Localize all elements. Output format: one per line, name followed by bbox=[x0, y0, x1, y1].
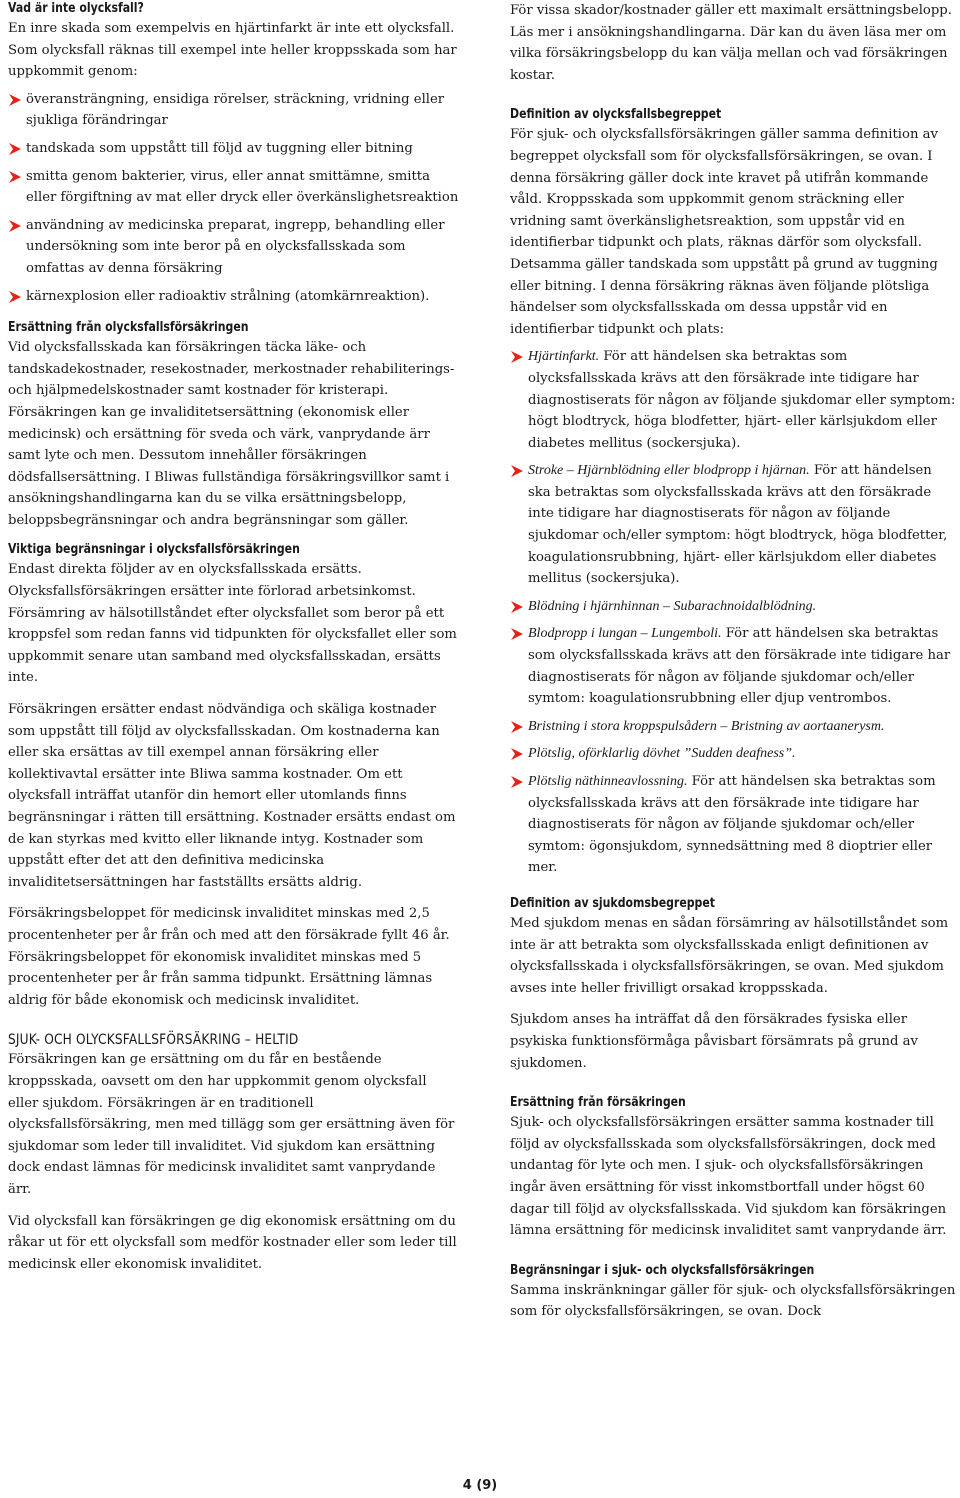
chevron-right-icon bbox=[510, 465, 524, 477]
paragraph-limitations-3: Försäkringsbeloppet för medicinsk invaliditet minskas med 2,5 procentenheter per år från och med att den försäkrade fyllt 46 år. Försäkringsbeloppet för ekonomisk invaliditet minskas med 5 procentenheter per år från samma tidpunkt. Ersättning lämnas aldrig för både ekonomisk och medicinsk invaliditet. bbox=[8, 906, 450, 1008]
list-item-term: Blödning i hjärnhinnan – Subarachnoidalblödning. bbox=[528, 598, 817, 614]
list-item-text: För att händelsen ska betraktas som olycksfallsskada krävs att den försäkrade inte tidigare har diagnostiserats för någon av följande sjukdomar och/eller symptom: högt blodtryck, höga blodfetter, koagulationsrubbning, hjärt- eller kärlsjukdom eller diabetes mellitus (sockersjuka). bbox=[528, 463, 948, 587]
list-item-term: Plötslig, oförklarlig dövhet ”Sudden deafness”. bbox=[528, 746, 796, 762]
left-column bbox=[8, 0, 460, 1275]
chevron-right-icon bbox=[510, 748, 524, 760]
heading-limitations-sick-accident: Begränsningar i sjuk- och olycksfallsförsäkringen bbox=[510, 1262, 815, 1278]
heading-compensation-accident: Ersättning från olycksfallsförsäkringen bbox=[8, 320, 249, 336]
list-item-text: överansträngning, ensidiga rörelser, sträckning, vridning eller sjukliga förändringar bbox=[26, 91, 445, 129]
list-item bbox=[510, 460, 956, 590]
list-item bbox=[510, 346, 956, 454]
heading-definition-accident: Definition av olycksfallsbegreppet bbox=[510, 107, 722, 123]
list-sudden-events bbox=[510, 346, 956, 879]
paragraph-compensation-accident: Vid olycksfallsskada kan försäkringen täcka läke- och tandskadekostnader, resekostnader, merkostnader rehabiliterings- och hjälpmedelskostnader samt kostnader för kristerapi. Försäkringen kan ge invaliditetsersättning (ekonomisk eller medicinsk) och ersättning för sveda och värk, vanprydande ärr samt lyte och men. Dessutom innehåller försäkringen dödsfallsersättning. I Bliwas fullständiga försäkringsvillkor samt i ansökningshandlingarna kan du se vilka ersättningsbelopp, beloppsbegränsningar och andra begränsningar som gäller. bbox=[8, 340, 455, 528]
paragraph-definition-accident: För sjuk- och olycksfallsförsäkringen gäller samma definition av begreppet olycksfall som för olycksfallsförsäkringen, se ovan. I denna försäkring gäller dock inte kravet på utifrån kommande våld. Kroppsskada som uppkommit genom sträckning eller vridning samt överkänslighetsreaktion, som uppstår vid en identifierbar tidpunkt och plats, räknas därför som olycksfall. Detsamma gäller tandskada som uppstått på grund av tuggning eller bitning. I denna försäkring räknas även följande plötsliga händelser som olycksfallsskada om dessa uppstår vid en identifierbar tidpunkt och plats: bbox=[510, 127, 938, 337]
paragraph-definition-illness-1: Med sjukdom menas en sådan försämring av hälsotillståndet som inte är att betrakta som olycksfallsskada enligt definitionen av olycksfallsskada i olycksfallsförsäkringen, se ovan. Med sjukdom avses inte heller frivilligt orsakad kroppsskada. bbox=[510, 915, 949, 996]
list-item-term: Blodpropp i lungan – Lungemboli. bbox=[528, 626, 722, 642]
list-item bbox=[8, 138, 460, 160]
chevron-right-icon bbox=[8, 220, 22, 232]
chevron-right-icon bbox=[8, 171, 22, 183]
list-item-text: användning av medicinska preparat, ingrepp, behandling eller undersökning som inte beror på en olycksfallsskada som omfattas av denna försäkring bbox=[26, 217, 445, 276]
right-column bbox=[510, 0, 956, 1323]
list-item bbox=[510, 771, 956, 879]
chevron-right-icon bbox=[510, 351, 524, 363]
paragraph-limitations-2: Försäkringen ersätter endast nödvändiga och skäliga kostnader som uppstått till följd av olycksfallsskadan. Om kostnaderna kan eller ska ersättas av till exempel annan försäkring eller kollektivavtal ersätter inte Bliwa samma kostnader. Om ett olycksfall inträffat utanför din hemort eller utomlands finns begränsningar i rätten till ersättning. Kostnader ersätts endast om de kan styrkas med kvitto eller liknande intyg. Kostnader som uppstått efter det att den definitiva medicinska invaliditetsersättningen har fastställts ersätts aldrig. bbox=[8, 702, 456, 890]
list-item bbox=[8, 89, 460, 132]
heading-not-accident: Vad är inte olycksfall? bbox=[8, 1, 144, 16]
chevron-right-icon bbox=[510, 721, 524, 733]
page-number: 4 (9) bbox=[462, 1478, 498, 1493]
list-item-text: För att händelsen ska betraktas som olycksfallsskada krävs att den försäkrade inte tidigare har diagnostiserats för någon av följande sjukdomar och/eller symtom: ögonsjukdom, synnedsättning med 8 dioptrier eller mer. bbox=[528, 774, 936, 876]
list-item-text: kärnexplosion eller radioaktiv strålning (atomkärnreaktion). bbox=[26, 288, 430, 304]
list-item-text: smitta genom bakterier, virus, eller annat smittämne, smitta eller förgiftning av mat eller dryck eller överkänslighetsreaktion bbox=[26, 168, 459, 206]
list-item bbox=[510, 716, 956, 738]
list-item bbox=[510, 623, 956, 709]
list-item bbox=[510, 596, 956, 618]
list-item-text: tandskada som uppstått till följd av tuggning eller bitning bbox=[26, 140, 413, 156]
heading-limitations-accident: Viktiga begränsningar i olycksfallsförsäkringen bbox=[8, 542, 300, 558]
heading-compensation-insurance: Ersättning från försäkringen bbox=[510, 1095, 686, 1111]
list-item bbox=[8, 166, 460, 209]
list-item-text: För att händelsen ska betraktas som olycksfallsskada krävs att den försäkrade inte tidigare har diagnostiserats för någon av följande sjukdomar eller symptom: högt blodtryck, höga blodfetter, hjärt- eller kärlsjukdom eller diabetes mellitus (sockersjuka). bbox=[528, 349, 956, 451]
list-item-text: För att händelsen ska betraktas som olycksfallsskada krävs att den försäkrade inte tidigare har diagnostiserats för någon av följande sjukdomar och/eller symtom: koagulationsrubbning eller djup ventrombos. bbox=[528, 626, 951, 707]
list-item bbox=[8, 215, 460, 280]
paragraph-not-accident-intro: En inre skada som exempelvis en hjärtinfarkt är inte ett olycksfall. Som olycksfall räknas till exempel inte heller kroppsskada som har uppkommit genom: bbox=[8, 21, 457, 80]
chevron-right-icon bbox=[510, 601, 524, 613]
chevron-right-icon bbox=[510, 776, 524, 788]
heading-definition-illness: Definition av sjukdomsbegreppet bbox=[510, 895, 715, 911]
paragraph-sick-accident-1: Försäkringen kan ge ersättning om du får en bestående kroppsskada, oavsett om den har uppkommit genom olycksfall eller sjukdom. Försäkringen är en traditionell olycksfallsförsäkring, men med tillägg som ger ersättning även för sjukdomar som leder till invaliditet. Vid sjukdom kan ersättning dock endast lämnas för medicinsk invaliditet samt vanprydande ärr. bbox=[8, 1052, 455, 1197]
list-item bbox=[510, 743, 956, 765]
list-item bbox=[8, 286, 460, 308]
paragraph-sick-accident-2: Vid olycksfall kan försäkringen ge dig ekonomisk ersättning om du råkar ut för ett olycksfall som medför kostnader eller som leder till medicinsk eller ekonomisk invaliditet. bbox=[8, 1213, 457, 1272]
chevron-right-icon bbox=[8, 143, 22, 155]
paragraph-definition-illness-2: Sjukdom anses ha inträffat då den försäkrades fysiska eller psykiska funktionsförmåga påvisbart försämrats på grund av sjukdomen. bbox=[510, 1012, 918, 1071]
list-item-term: Plötslig näthinneavlossning. bbox=[528, 774, 688, 789]
list-item-term: Stroke – Hjärnblödning eller blodpropp i hjärnan. bbox=[528, 463, 810, 479]
chevron-right-icon bbox=[8, 291, 22, 303]
paragraph-limitations-1: Endast direkta följder av en olycksfallsskada ersätts. Olycksfallsförsäkringen ersätter inte förlorad arbetsinkomst. Försämring av hälsotillståndet efter olycksfallet som beror på ett kroppsfel som redan fanns vid tidpunkten för olycksfallet eller som uppkommit senare utan samband med olycksfallsskadan, ersätts inte. bbox=[8, 562, 457, 686]
list-item-term: Hjärtinfarkt. bbox=[528, 349, 600, 365]
heading-sick-accident-fulltime: SJUK- OCH OLYCKSFALLSFÖRSÄKRING – HELTID bbox=[8, 1032, 299, 1049]
paragraph-max-amount: För vissa skador/kostnader gäller ett maximalt ersättningsbelopp. Läs mer i ansökningshandlingarna. Där kan du även läsa mer om vilka försäkringsbelopp du kan välja mellan och vad försäkringen kostar. bbox=[510, 3, 952, 83]
chevron-right-icon bbox=[510, 628, 524, 640]
paragraph-limitations-sick-accident: Samma inskränkningar gäller för sjuk- och olycksfallsförsäkringen som för olycksfallsförsäkringen, se ovan. Dock bbox=[510, 1282, 956, 1320]
paragraph-compensation-insurance: Sjuk- och olycksfallsförsäkringen ersätter samma kostnader till följd av olycksfallsskada som olycksfallsförsäkringen, dock med undantag för lyte och men. I sjuk- och olycksfallsförsäkringen ingår även ersättning för visst inkomstbortfall under högst 60 dagar till följd av olycksfallsskada. Vid sjukdom kan försäkringen lämna ersättning för medicinsk invaliditet samt vanprydande ärr. bbox=[510, 1115, 947, 1239]
chevron-right-icon bbox=[8, 94, 22, 106]
list-item-term: Bristning i stora kroppspulsådern – Bristning av aortaanerysm. bbox=[528, 718, 885, 734]
list-not-accident bbox=[8, 89, 460, 307]
